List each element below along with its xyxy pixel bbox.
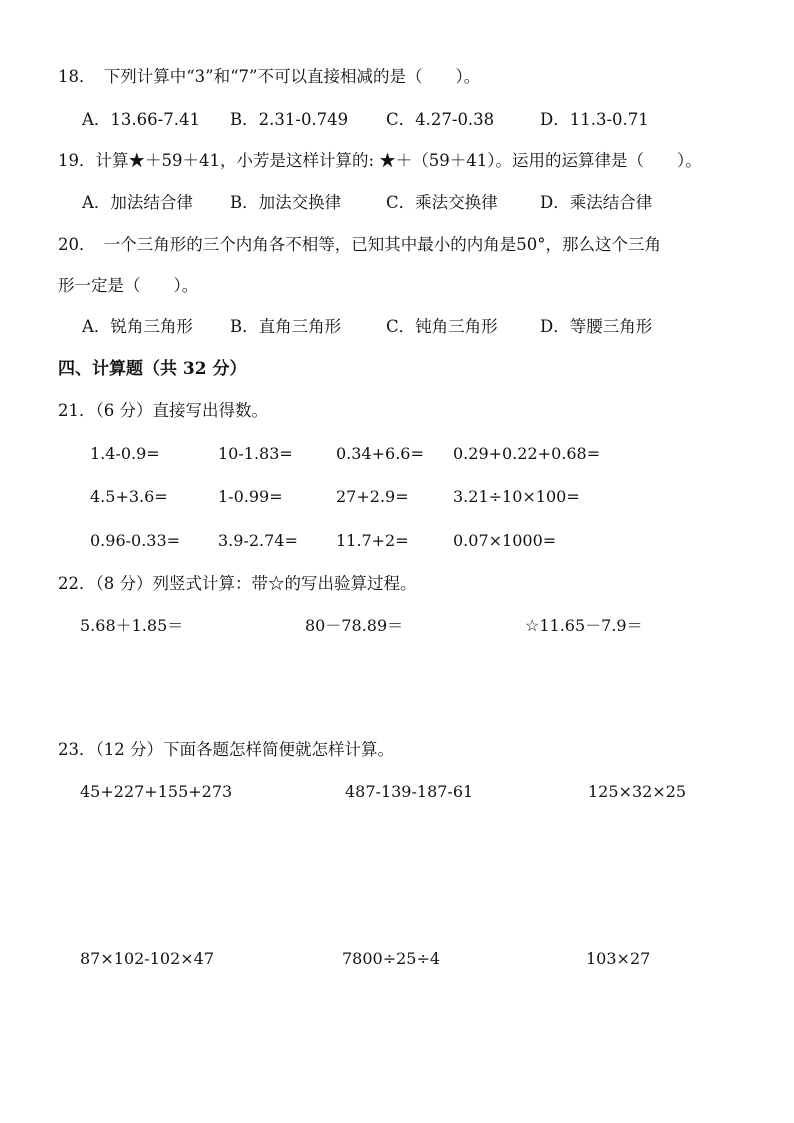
question-20-stem-line2: 形一定是（ ）。: [58, 276, 199, 295]
q23-item: 45+227+155+273: [80, 782, 233, 801]
q21-item: 10-1.83=: [218, 444, 293, 463]
q19-option-d: D．乘法结合律: [540, 193, 653, 212]
question-18-stem: 18． 下列计算中“3”和“7”不可以直接相减的是（ ）。: [58, 67, 481, 86]
q19-option-a: A．加法结合律: [82, 193, 193, 212]
q23-item: 87×102-102×47: [80, 949, 215, 968]
q21-item: 1-0.99=: [218, 487, 283, 506]
q18-option-c: C．4.27-0.38: [386, 110, 495, 129]
q20-option-a: A．锐角三角形: [82, 317, 193, 336]
q18-option-d: D．11.3-0.71: [540, 110, 649, 129]
question-21-stem: 21．（6 分）直接写出得数。: [58, 401, 268, 420]
q23-item: 125×32×25: [588, 782, 687, 801]
q21-item: 3.9-2.74=: [218, 531, 298, 550]
q21-item: 11.7+2=: [336, 531, 409, 550]
q21-item: 27+2.9=: [336, 487, 409, 506]
question-22-stem: 22．（8 分）列竖式计算：带☆的写出验算过程。: [58, 574, 417, 593]
q20-option-d: D．等腰三角形: [540, 317, 653, 336]
q22-item: 5.68＋1.85＝: [80, 616, 184, 635]
question-19-stem: 19．计算★＋59＋41，小芳是这样计算的: ★＋（59＋41）。运用的运算律是（ ）。: [58, 151, 702, 170]
section-title: 四、计算题（共 32 分）: [58, 359, 247, 379]
q18-option-a: A．13.66-7.41: [82, 110, 200, 129]
q20-option-c: C．钝角三角形: [386, 317, 498, 336]
q21-item: 4.5+3.6=: [90, 487, 168, 506]
q21-item: 0.07×1000=: [453, 531, 557, 550]
q22-item: 80－78.89＝: [305, 616, 404, 635]
q19-option-c: C．乘法交换律: [386, 193, 498, 212]
q22-item: ☆11.65－7.9＝: [525, 616, 643, 635]
q21-item: 1.4-0.9=: [90, 444, 160, 463]
q21-item: 0.29+0.22+0.68=: [453, 444, 601, 463]
q23-item: 7800÷25÷4: [342, 949, 441, 968]
question-23-stem: 23．（12 分）下面各题怎样简便就怎样计算。: [58, 740, 394, 759]
q19-option-b: B．加法交换律: [230, 193, 342, 212]
q21-item: 3.21÷10×100=: [453, 487, 580, 506]
q21-item: 0.34+6.6=: [336, 444, 424, 463]
q21-item: 0.96-0.33=: [90, 531, 181, 550]
q20-option-b: B．直角三角形: [230, 317, 342, 336]
q18-option-b: B．2.31-0.749: [230, 110, 349, 129]
question-20-stem-line1: 20． 一个三角形的三个内角各不相等，已知其中最小的内角是50°，那么这个三角: [58, 235, 661, 254]
q23-item: 487-139-187-61: [345, 782, 474, 801]
q23-item: 103×27: [586, 949, 651, 968]
